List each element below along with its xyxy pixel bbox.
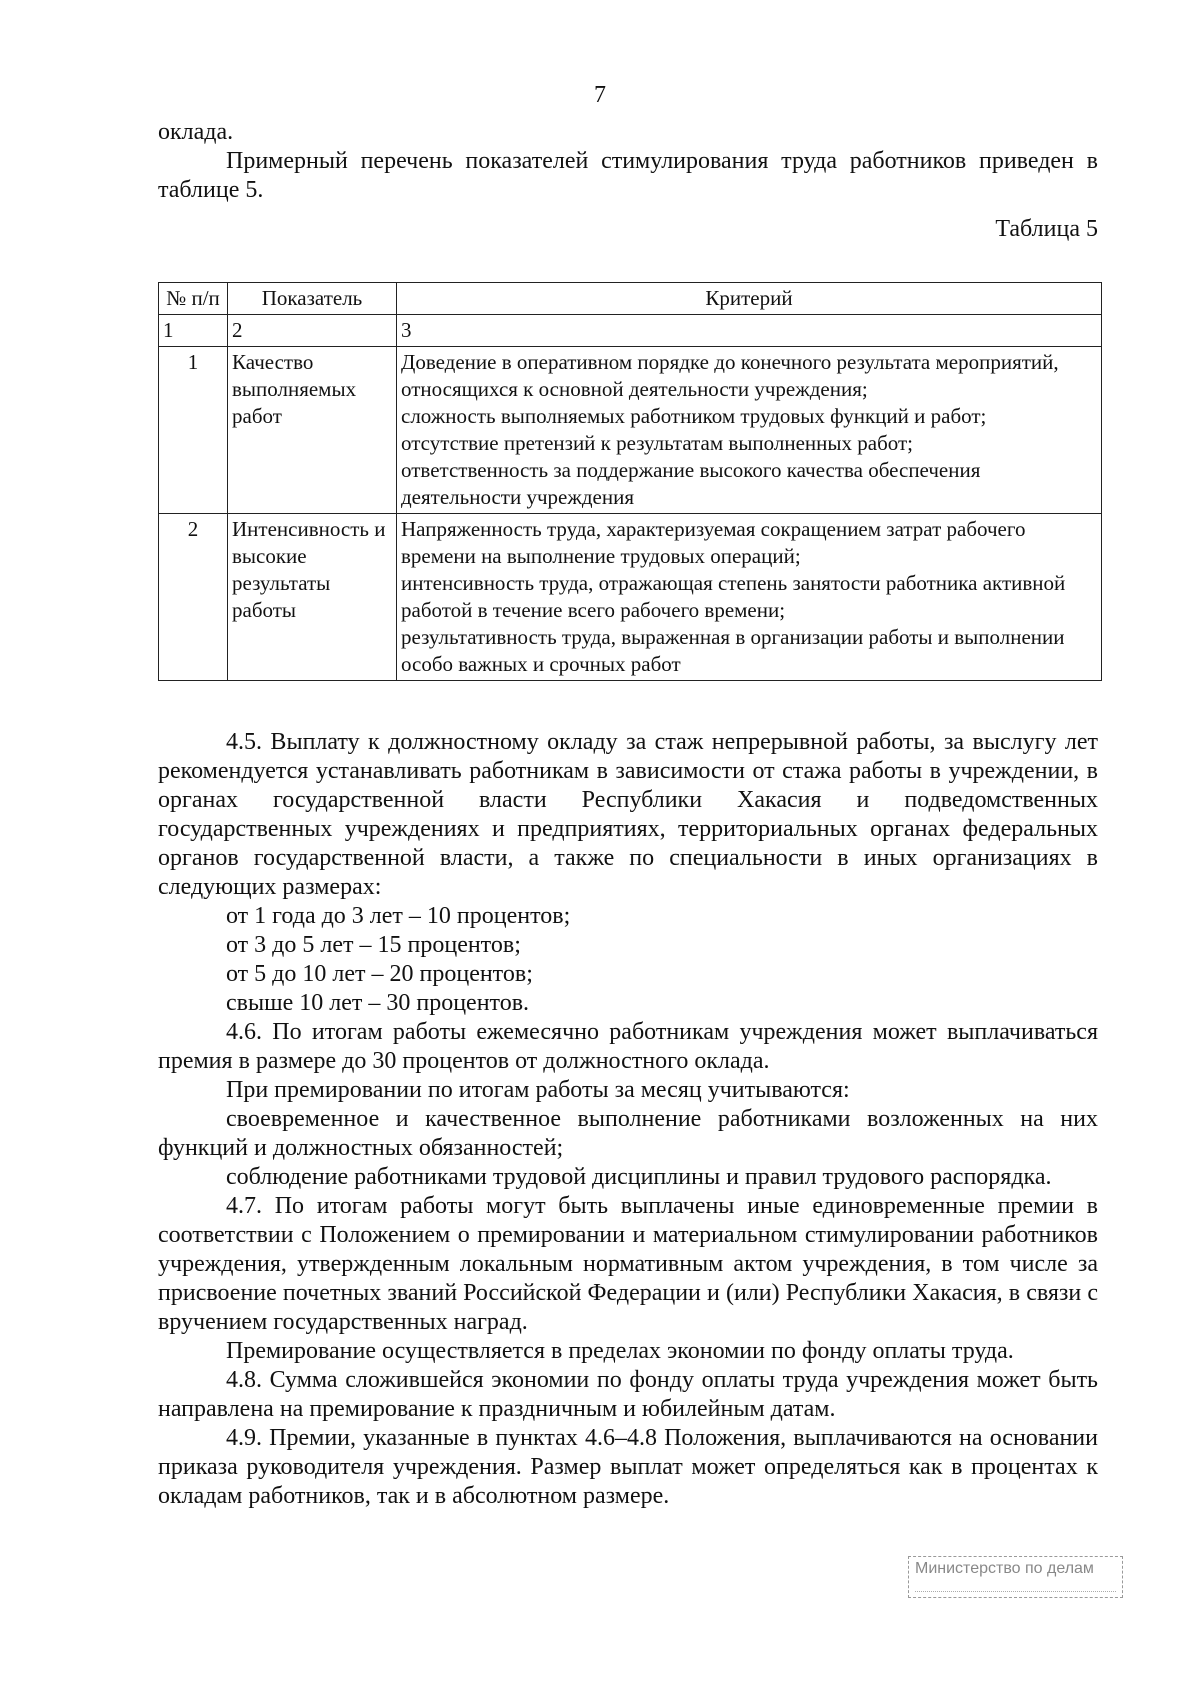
column-index: 1 (159, 315, 228, 347)
column-index: 3 (397, 315, 1102, 347)
paragraph-4-6: 4.6. По итогам работы ежемесячно работникам учреждения может выплачиваться премия в размере до 30 процентов от должностного оклада. (158, 1019, 1098, 1074)
criteria-line: интенсивность труда, отражающая степень занятости работника активной работой в течение всего рабочего времени; (401, 571, 1066, 622)
table-caption: Таблица 5 (995, 216, 1098, 242)
header-criteria: Критерий (397, 283, 1102, 315)
header-indicator: Показатель (228, 283, 397, 315)
page-number: 7 (594, 82, 606, 108)
row-num: 1 (159, 347, 228, 514)
tier-line: от 3 до 5 лет – 15 процентов; (226, 932, 521, 958)
row-criteria (397, 347, 1102, 514)
intro-line: оклада. (158, 119, 234, 145)
row-criteria (397, 514, 1102, 681)
row-indicator: Качество выполняемых работ (228, 347, 397, 514)
table-row (159, 347, 1102, 514)
indicators-table (158, 282, 1102, 681)
criteria-line: Доведение в оперативном порядке до конечного результата мероприятий, относящихся к основной деятельности учреждения; (401, 350, 1059, 401)
row-num: 2 (159, 514, 228, 681)
paragraph-4-7: 4.7. По итогам работы могут быть выплачены иные единовременные премии в соответствии с Положением о премировании и материальном стимулировании работников учреждения, утвержденным локальным нормативным актом учреждения, в том числе за присвоение почетных званий Российской Федерации и (или) Республики Хакасия, в связи с вручением государственных наград. (158, 1193, 1098, 1335)
paragraph-4-8: 4.8. Сумма сложившейся экономии по фонду оплаты труда учреждения может быть направлена на премирование к праздничным и юбилейным датам. (158, 1367, 1098, 1422)
row-indicator: Интенсивность и высокие результаты работы (228, 514, 397, 681)
paragraph-4-6-d: соблюдение работниками трудовой дисциплины и правил трудового распорядка. (226, 1164, 1052, 1190)
criteria-line: результативность труда, выраженная в организации работы и выполнении особо важных и срочных работ (401, 625, 1065, 676)
table-header-row (159, 283, 1102, 315)
tier-line: от 1 года до 3 лет – 10 процентов; (226, 903, 571, 929)
criteria-line: сложность выполняемых работником трудовых функций и работ; (401, 404, 987, 428)
tier-line: от 5 до 10 лет – 20 процентов; (226, 961, 533, 987)
stamp-text: Министерство по делам (915, 1560, 1094, 1577)
paragraph-4-9: 4.9. Премии, указанные в пунктах 4.6–4.8 Положения, выплачиваются на основании приказа руководителя учреждения. Размер выплат может определяться как в процентах к окладам работников, так и в абсолютном размере. (158, 1425, 1098, 1509)
criteria-line: ответственность за поддержание высокого качества обеспечения деятельности учреждения (401, 458, 981, 509)
intro-section (158, 118, 1098, 244)
paragraph-4-7-b: Премирование осуществляется в пределах экономии по фонду оплаты труда. (226, 1338, 1014, 1364)
column-index: 2 (228, 315, 397, 347)
criteria-line: отсутствие претензий к результатам выполненных работ; (401, 431, 913, 455)
paragraph-4-5: 4.5. Выплату к должностному окладу за стаж непрерывной работы, за выслугу лет рекомендуется устанавливать работникам в зависимости от стажа работы в учреждении, в органах государственной власти Республики Хакасия и подведомственных государственных учреждениях и предприятиях, территориальных органах федеральных органов государственной власти, а также по специальности в иных организациях в следующих размерах: (158, 729, 1098, 900)
tier-line: свыше 10 лет – 30 процентов. (226, 990, 530, 1016)
column-index-row (159, 315, 1102, 347)
body-section (158, 728, 1098, 1511)
criteria-line: Напряженность труда, характеризуемая сокращением затрат рабочего времени на выполнение трудовых операций; (401, 517, 1026, 568)
paragraph-4-6-c: своевременное и качественное выполнение работниками возложенных на них функций и должностных обязанностей; (158, 1106, 1098, 1161)
ministry-stamp (908, 1556, 1123, 1598)
stamp-faint-line (915, 1581, 1116, 1592)
intro-paragraph: Примерный перечень показателей стимулирования труда работников приведен в таблице 5. (158, 148, 1098, 203)
table-row (159, 514, 1102, 681)
header-num: № п/п (159, 283, 228, 315)
paragraph-4-6-b: При премировании по итогам работы за месяц учитываются: (226, 1077, 850, 1103)
